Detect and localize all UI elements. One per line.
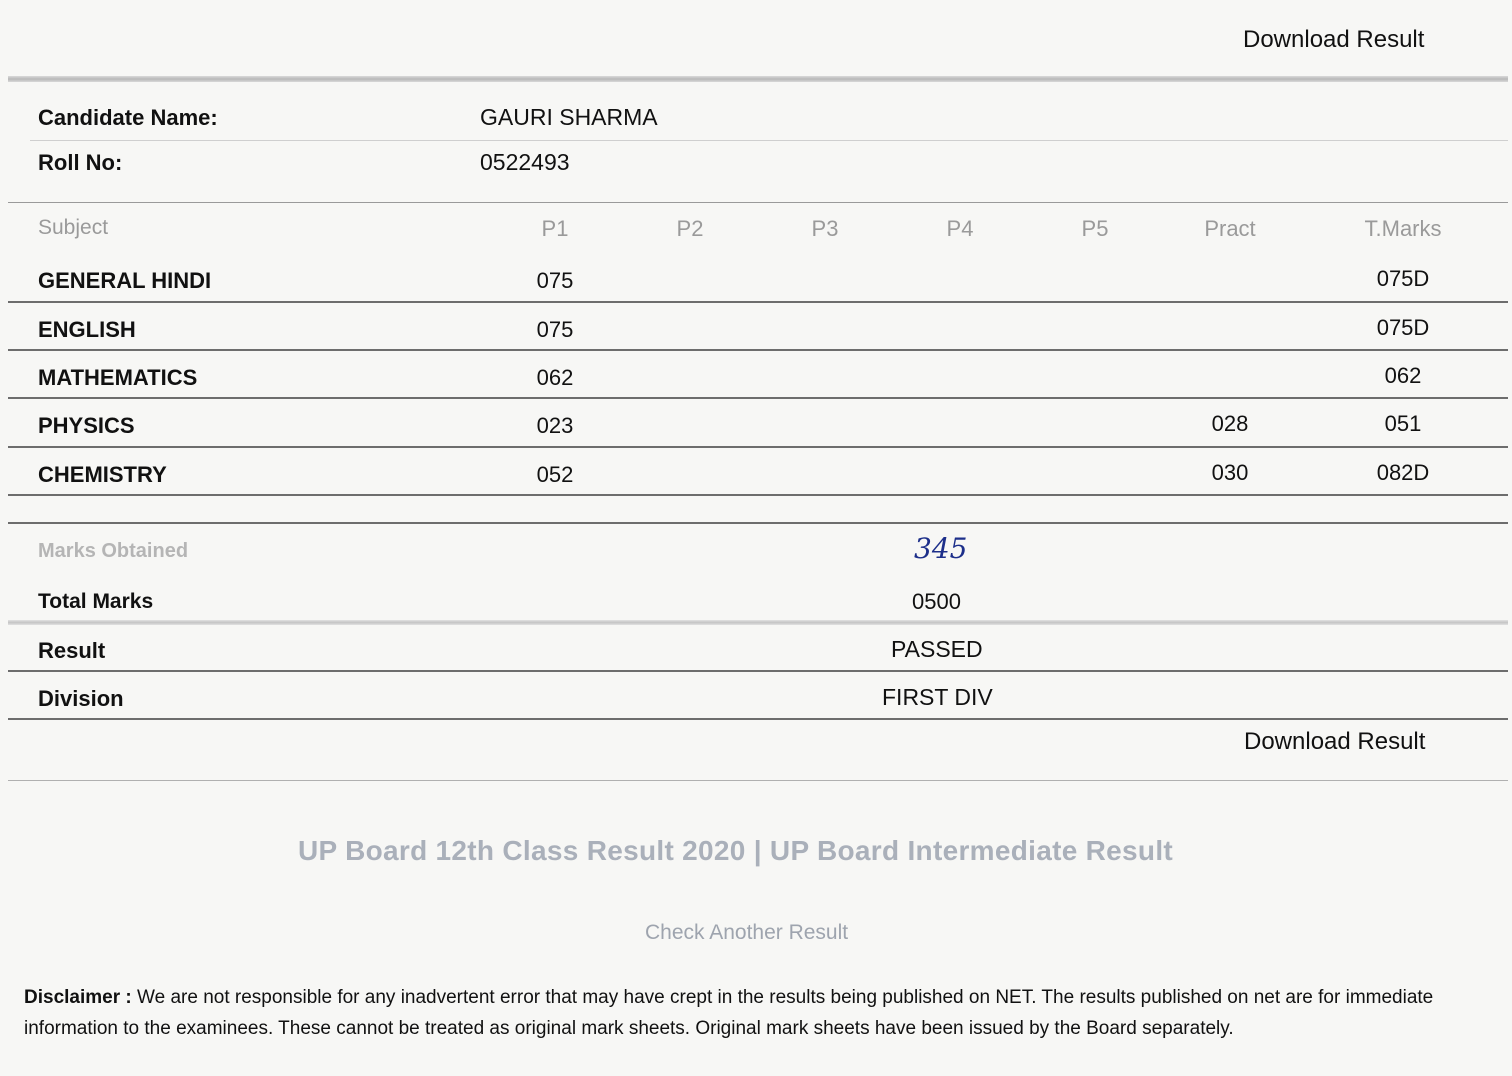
header-total-marks: T.Marks xyxy=(1364,216,1442,241)
footer-title[interactable]: UP Board 12th Class Result 2020 | UP Board Intermediate Result xyxy=(298,835,1174,866)
result-label: Result xyxy=(38,638,106,663)
header-p3: P3 xyxy=(811,216,839,241)
roll-no-value: 0522493 xyxy=(480,149,570,175)
p1-marks: 052 xyxy=(536,462,574,487)
pract-marks: 030 xyxy=(1211,460,1249,485)
divider xyxy=(8,202,1508,203)
check-another-result-link[interactable]: Check Another Result xyxy=(645,921,849,944)
divider xyxy=(8,620,1508,625)
total-marks: 082D xyxy=(1376,460,1430,485)
divider xyxy=(8,780,1508,781)
divider xyxy=(30,140,1508,141)
header-p4: P4 xyxy=(946,216,974,241)
subject-name: GENERAL HINDI xyxy=(38,268,212,293)
p1-marks: 075 xyxy=(536,268,574,293)
p1-marks: 023 xyxy=(536,413,574,438)
disclaimer xyxy=(24,982,1484,1044)
roll-no-label: Roll No: xyxy=(38,150,123,175)
divider xyxy=(8,522,1508,524)
p1-marks: 075 xyxy=(536,317,574,342)
download-result-link-bottom[interactable]: Download Result xyxy=(1244,728,1426,755)
marks-obtained-label: Marks Obtained xyxy=(38,540,189,562)
total-marks-value: 0500 xyxy=(912,589,961,614)
divider xyxy=(8,76,1508,82)
header-p5: P5 xyxy=(1081,216,1109,241)
disclaimer-label: Disclaimer : xyxy=(24,987,132,1008)
divider xyxy=(8,301,1508,303)
header-p2: P2 xyxy=(676,216,704,241)
candidate-name-value: GAURI SHARMA xyxy=(480,104,658,130)
divider xyxy=(8,494,1508,496)
total-marks-label: Total Marks xyxy=(38,590,154,613)
header-pract: Pract xyxy=(1204,216,1256,241)
p1-marks: 062 xyxy=(536,365,574,390)
pract-marks: 028 xyxy=(1211,411,1249,436)
divider xyxy=(8,446,1508,448)
divider xyxy=(8,670,1508,672)
subject-name: CHEMISTRY xyxy=(38,462,167,487)
divider xyxy=(8,718,1508,720)
header-p1: P1 xyxy=(541,216,569,241)
total-marks: 075D xyxy=(1376,315,1430,340)
candidate-name-label: Candidate Name: xyxy=(38,105,218,130)
divider xyxy=(8,397,1508,399)
subject-name: ENGLISH xyxy=(38,317,136,342)
division-value: FIRST DIV xyxy=(882,684,993,710)
download-result-link-top[interactable]: Download Result xyxy=(1243,26,1425,53)
subject-name: PHYSICS xyxy=(38,413,135,438)
header-subject: Subject xyxy=(38,216,109,239)
subject-name: MATHEMATICS xyxy=(38,365,198,390)
total-marks: 051 xyxy=(1384,411,1422,436)
result-value: PASSED xyxy=(891,636,983,662)
disclaimer-text: We are not responsible for any inadvertent error that may have crept in the results being published on NET. The results published on net are for immediate information to the examinees. These cannot be treated as original mark sheets. Original mark sheets have been issued by the Board separately. xyxy=(24,987,1434,1039)
division-label: Division xyxy=(38,686,124,711)
total-marks: 075D xyxy=(1376,266,1430,291)
total-marks: 062 xyxy=(1384,363,1422,388)
divider xyxy=(8,349,1508,351)
marks-obtained-handwritten: 345 xyxy=(914,532,968,565)
